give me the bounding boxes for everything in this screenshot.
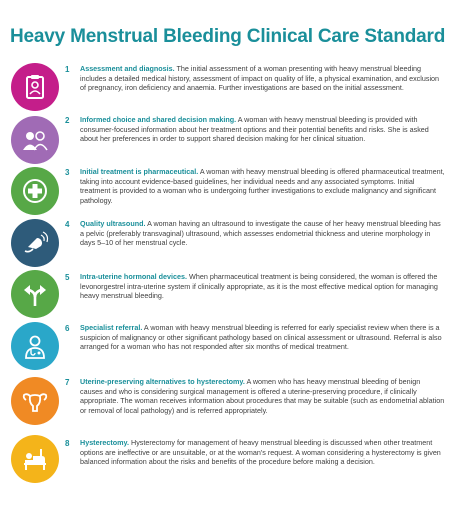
item-number: 2 [65,116,70,125]
split-arrows-icon [11,270,59,318]
two-people-icon [11,116,59,164]
item-text [80,219,445,248]
item-number: 4 [65,220,70,229]
item-text [80,438,445,467]
item-number: 8 [65,439,70,448]
doctor-icon [11,322,59,370]
item-number: 7 [65,378,70,387]
item-body: A woman with heavy menstrual bleeding is provided with consumer-focused information about her treatment options and their potential benefits and risks. She is asked about her preferences in order to support shared decision making for her clinical situation. [80,115,429,144]
item-text [80,167,445,205]
ultrasound-probe-icon [11,219,59,267]
item-body: When pharmaceutical treatment is being considered, the woman is offered the levonorgestrel intra-uterine system if clinically appropriate, as it is the most effective medical option for managing heavy menstrual bleeding. [80,272,438,301]
item-number: 3 [65,168,70,177]
item-number: 5 [65,273,70,282]
clipboard-person-icon [11,63,59,111]
item-text [80,377,445,415]
item-heading: Informed choice and shared decision making. [80,115,237,124]
item-heading: Assessment and diagnosis. [80,64,175,73]
item-number: 6 [65,324,70,333]
item-number: 1 [65,65,70,74]
item-text [80,272,445,301]
item-body: The initial assessment of a woman presenting with heavy menstrual bleeding includes a detailed medical history, assessment of impact on quality of life, a physical examination, and exclusion of pregnancy, iron deficiency and anaemia. Further investigations are based on the initial assessment. [80,64,440,93]
item-heading: Intra-uterine hormonal devices. [80,272,188,281]
item-text [80,323,445,352]
item-body: A woman with heavy menstrual bleeding is referred for early specialist review when there is a suspicion of malignancy or other significant pathology based on clinical assessment or ultrasound. Referral is also arranged for a woman who has not responded after six months of medical treatment. [80,323,442,352]
item-heading: Quality ultrasound. [80,219,146,228]
item-body: A woman with heavy menstrual bleeding is offered pharmaceutical treatment, taking into account evidence-based guidelines, her individual needs and any associated symptoms. Initial treatment is provided to a woman who is undergoing further investigations to exclude malignancy and significant pathology. [80,167,445,205]
hospital-bed-icon [11,435,59,483]
item-heading: Initial treatment is pharmaceutical. [80,167,199,176]
item-body: A women who has heavy menstrual bleeding of benign causes and who is considering surgical management is offered a uterine-preserving procedure, if clinically appropriate. The woman receives information about procedures that may be suitable (such as endometrial ablation or removal of local pathology) and is referred appropriately. [80,377,445,415]
medical-cross-icon [11,167,59,215]
uterus-icon [11,377,59,425]
item-heading: Hysterectomy. [80,438,130,447]
item-text [80,64,445,93]
item-heading: Uterine-preserving alternatives to hysterectomy. [80,377,245,386]
item-body: A woman having an ultrasound to investigate the cause of her heavy menstrual bleeding has a pelvic (preferably transvaginal) ultrasound, which assesses endometrial thickness and uterine morphology in days 5–10 of her menstrual cycle. [80,219,441,248]
page-title: Heavy Menstrual Bleeding Clinical Care Standard [10,26,446,47]
item-text [80,115,445,144]
item-heading: Specialist referral. [80,323,143,332]
item-body: Hysterectomy for management of heavy menstrual bleeding is discussed when other treatment options are ineffective or are unsuitable, or at the woman's request. A woman considering a hysterectomy is given balanced information about the risks and benefits of the procedure before making a decision. [80,438,441,467]
